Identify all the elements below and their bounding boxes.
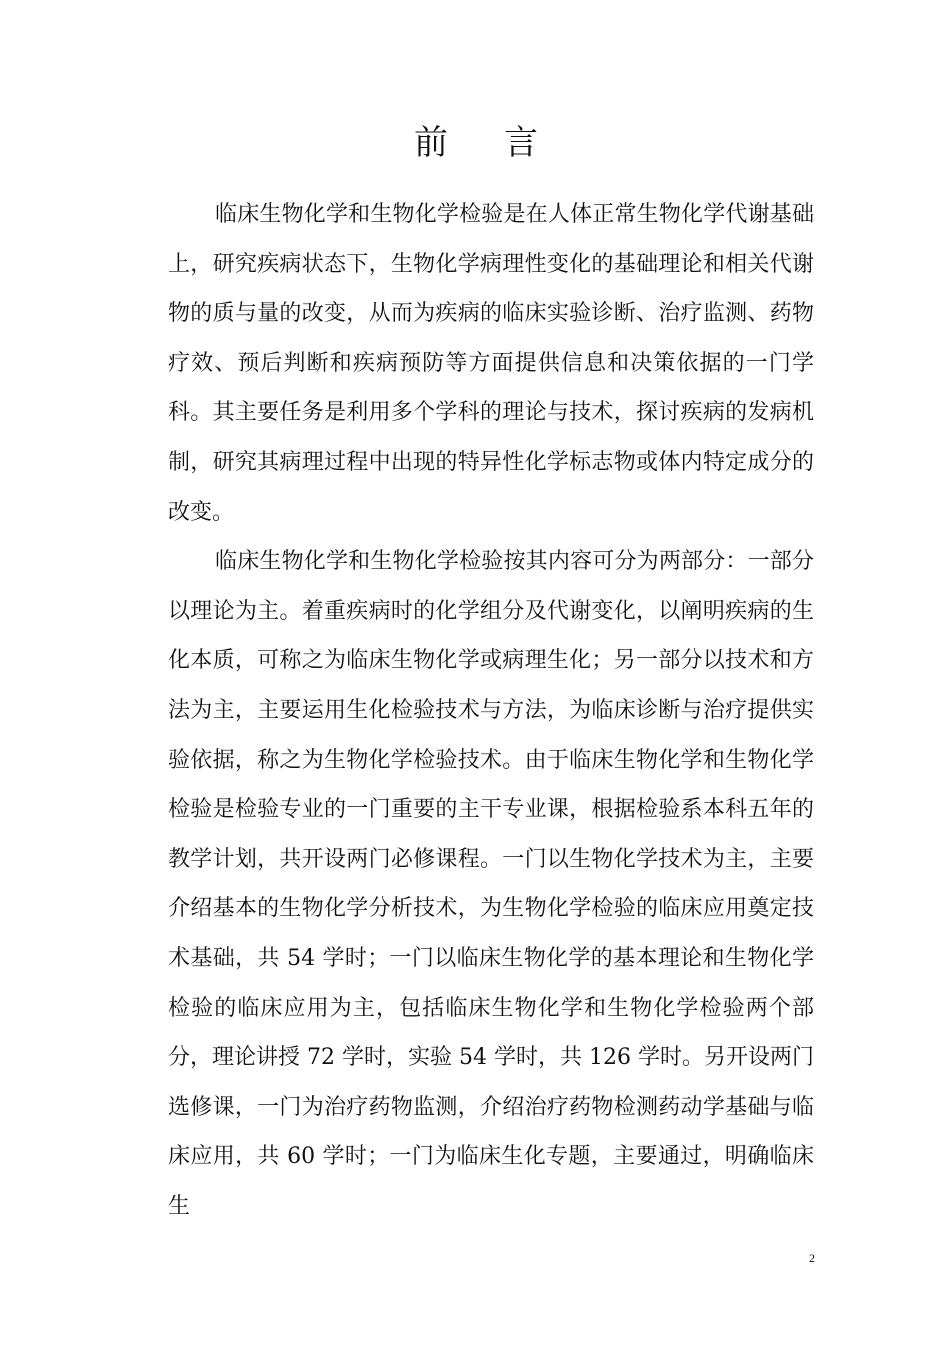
paragraph-1: 临床生物化学和生物化学检验是在人体正常生物化学代谢基础上，研究疾病状态下，生物化学病理性变化的基础理论和相关代谢物的质与量的改变，从而为疾病的临床实验诊断、治疗监测、药物疗效、预后判断和疾病预防等方面提供信息和决策依据的一门学科。其主要任务是利用多个学科的理论与技术，探讨疾病的发病机制，研究其病理过程中出现的特异性化学标志物或体内特定成分的改变。 <box>168 202 814 525</box>
paragraph-2: 临床生物化学和生物化学检验按其内容可分为两部分：一部分以理论为主。着重疾病时的化学组分及代谢变化，以阐明疾病的生化本质，可称之为临床生物化学或病理生化；另一部分以技术和方法为主，主要运用生化检验技术与方法，为临床诊断与治疗提供实验依据，称之为生物化学检验技术。由于临床生物化学和生物化学检验是检验专业的一门重要的主干专业课，根据检验系本科五年的教学计划，共开设两门必修课程。一门以生物化学技术为主，主要介绍基本的生物化学分析技术，为生物化学检验的临床应用奠定技术基础，共 54 学时；一门以临床生物化学的基本理论和生物化学检验的临床应用为主，包括临床生物化学和生物化学检验两个部分，理论讲授 72 学时，实验 54 学时，共 126 学时。另开设两门选修课，一门为治疗药物监测，介绍治疗药物检测药动学基础与临床应用，共 60 学时；一门为临床生化专题，主要通过，明确临床生 <box>168 549 814 1219</box>
page-number: 2 <box>809 1251 815 1265</box>
body-text <box>168 190 814 1231</box>
page-title: 前言 <box>414 123 594 163</box>
